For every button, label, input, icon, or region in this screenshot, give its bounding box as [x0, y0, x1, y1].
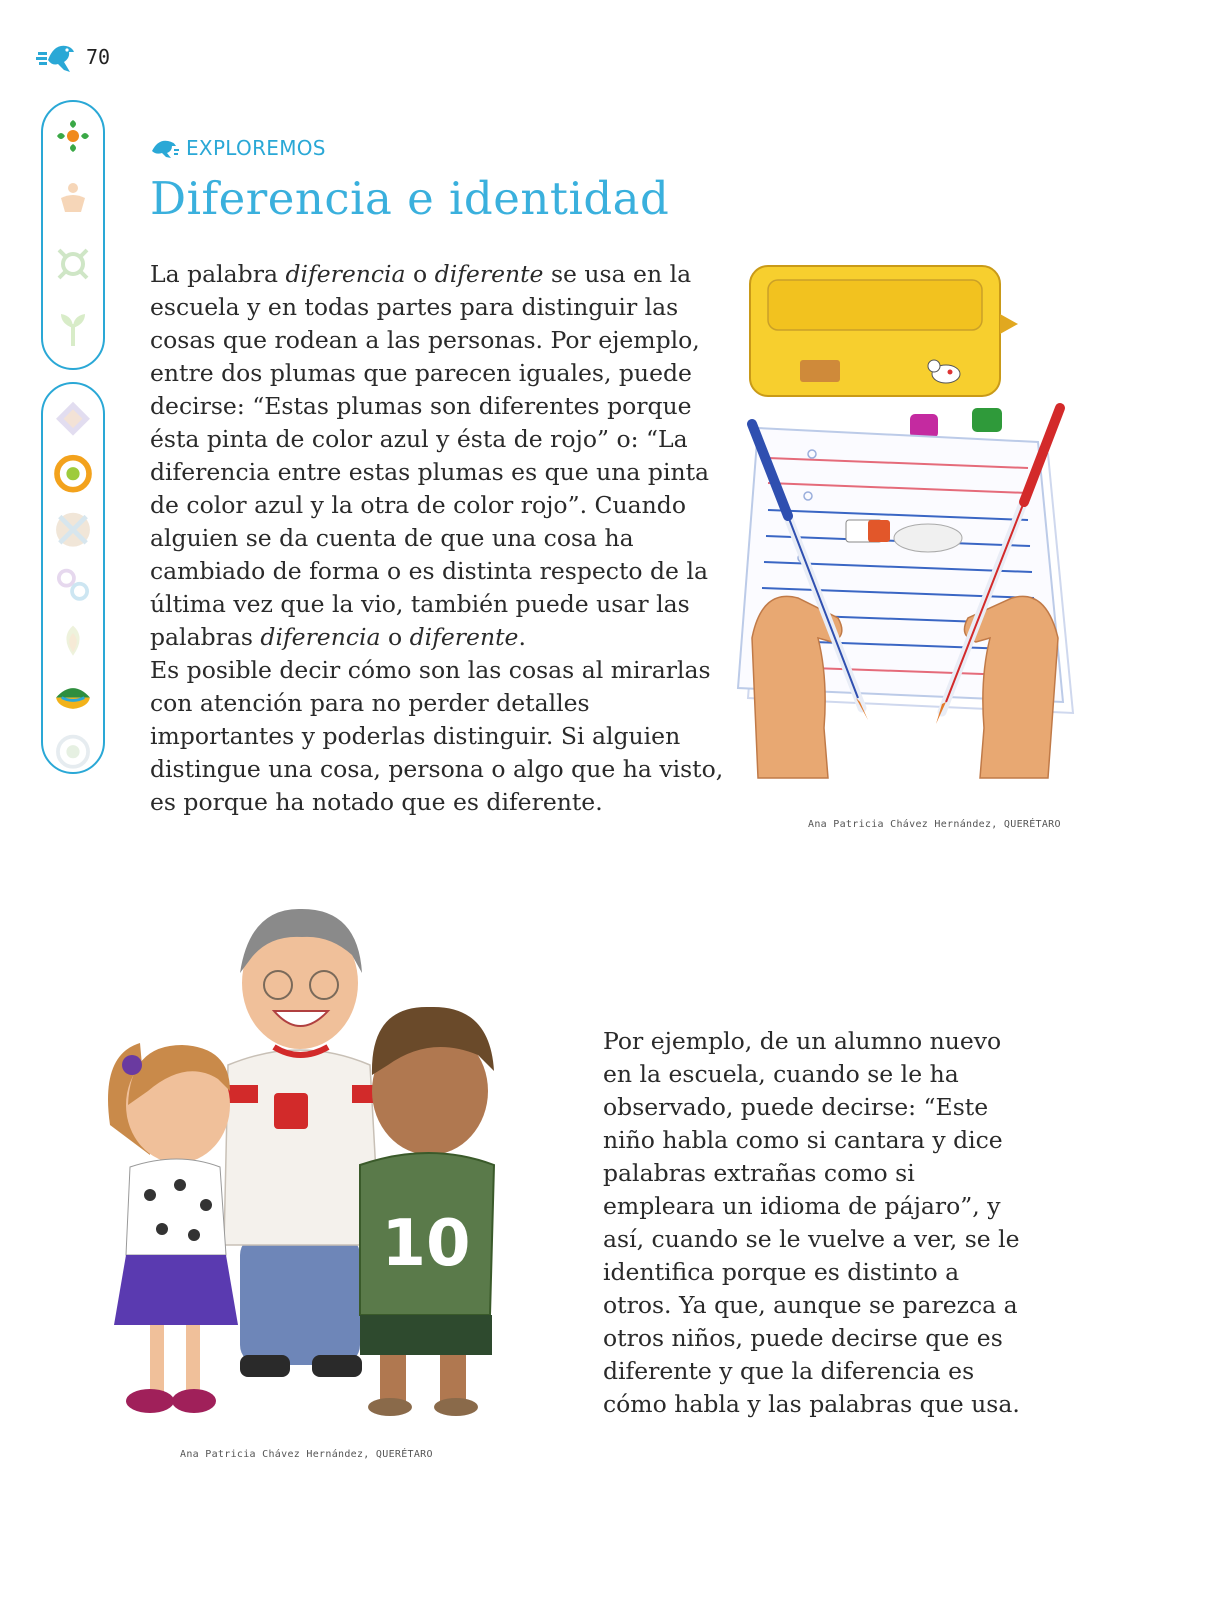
italic-word: diferente [409, 623, 519, 651]
bird-icon [150, 137, 180, 159]
faded-cross-icon[interactable] [51, 509, 95, 550]
paragraph-1 [150, 258, 728, 819]
illustration-credit-1: Ana Patricia Chávez Hernández, QUERÉTARO [808, 819, 1061, 830]
eraser [846, 520, 890, 542]
section-label-text: EXPLOREMOS [186, 136, 326, 160]
text-run: . [518, 623, 526, 651]
paragraph-2 [603, 1025, 1033, 1421]
faded-diamond-icon[interactable] [51, 398, 95, 439]
page-title: Diferencia e identidad [150, 172, 670, 225]
italic-word: diferencia [285, 260, 406, 288]
boy-with-glasses [224, 909, 382, 1377]
illustration-credit-2: Ana Patricia Chávez Hernández, QUERÉTARO [180, 1449, 433, 1460]
text-run: o [380, 623, 410, 651]
text-run: o [405, 260, 435, 288]
orange-circle-icon[interactable] [51, 453, 95, 494]
text-run: La palabra [150, 260, 286, 288]
pencil-case-pens-illustration [728, 258, 1098, 798]
bird-logo-icon [36, 40, 78, 74]
faded-eye-icon[interactable] [51, 731, 95, 772]
faded-bud-icon[interactable] [51, 620, 95, 661]
sidebar-group-2 [41, 382, 105, 774]
faded-plant-icon[interactable] [51, 306, 95, 350]
girl [108, 1043, 238, 1413]
italic-word: diferencia [260, 623, 381, 651]
green-sharpener [972, 408, 1002, 432]
italic-word: diferente [434, 260, 544, 288]
faded-links-icon[interactable] [51, 564, 95, 605]
paragraph-1-part-1 [150, 258, 728, 654]
sidebar-group-1 [41, 100, 105, 370]
pink-sharpener [910, 414, 938, 438]
section-label [150, 136, 326, 160]
paragraph-1-part-2: Es posible decir cómo son las cosas al mirarlas con atención para no perder detalles importantes y poderlas distinguir. Si alguien distingue una cosa, persona o algo que ha visto, es porque ha notado que es diferente. [150, 656, 724, 816]
page-header [36, 40, 110, 74]
page-number: 70 [86, 45, 111, 69]
text-run: se usa en la escuela y en todas partes para distinguir las cosas que rodean a las personas. Por ejemplo, entre dos plumas que parecen iguales, puede decirse: “Estas plumas son diferentes porque ésta pinta de color azul y ésta de rojo” o: “La diferencia entre estas plumas es que una pinta de color azul y la otra de color rojo”. Cuando alguien se da cuenta de que una cosa ha cambiado de forma o es distinta respecto de la última vez que la vio, también puede usar las palabras [150, 260, 710, 651]
faded-circle-figure-icon[interactable] [51, 242, 95, 286]
boy-jersey-10 [360, 1007, 494, 1416]
paragraph-2-text: Por ejemplo, de un alumno nuevo en la escuela, cuando se le ha observado, puede decirse: “Este niño habla como si cantara y dice palabras extrañas como si empleara un idioma de pájaro”, y así, cuando se le vuelve a ver, se le identifica porque es distinto a otros. Ya que, aunque se parezca a otros niños, puede decirse que es diferente y que la diferencia es cómo habla y las palabras que usa. [603, 1027, 1020, 1418]
green-orange-flower-icon[interactable] [51, 114, 95, 158]
globe-bowl-icon[interactable] [51, 675, 95, 716]
children-illustration [90, 895, 550, 1435]
eraser-crumb [894, 524, 962, 552]
jersey-number: 10 [381, 1207, 471, 1281]
faded-people-icon[interactable] [51, 178, 95, 222]
